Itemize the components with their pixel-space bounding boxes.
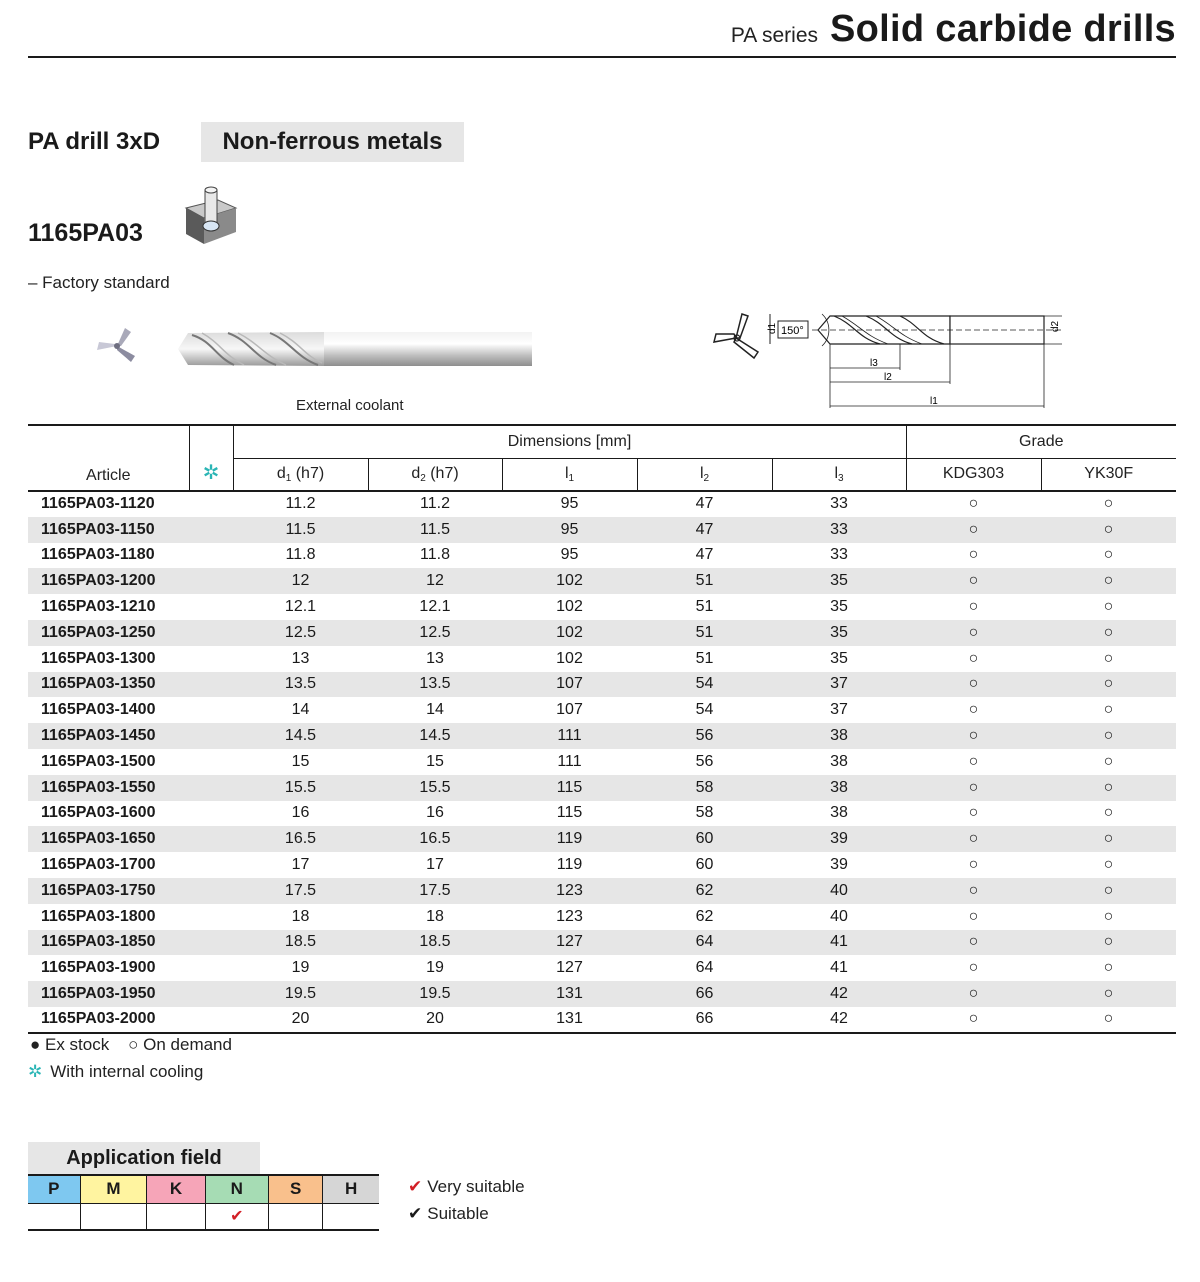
d2-cell: 18 [426,907,444,925]
l3-cell: 37 [772,672,906,698]
l2-cell: 54 [695,701,714,719]
material-group-n: N [205,1175,268,1203]
l3-cell: 37 [830,701,848,719]
cooling-cell [189,672,233,698]
internal-cooling-legend-icon: ✲ [28,1062,43,1081]
cooling-cell [189,543,233,569]
red-check-icon: ✔ [408,1177,423,1196]
d1-cell: 17.5 [233,878,368,904]
yk30f-cell: ○ [1041,723,1176,749]
material-group-s: S [268,1175,322,1203]
l1-cell: 127 [556,959,583,977]
table-row [28,723,1176,749]
l2-cell: 47 [637,517,772,543]
article-cell: 1165PA03-1850 [28,930,189,956]
very-suitable-legend: ✔ Very suitable [408,1177,525,1196]
yk30f-cell: ○ [1041,672,1176,698]
l1-cell: 107 [502,672,637,698]
article-cell: 1165PA03-1500 [41,752,156,770]
l1-cell: 102 [502,568,637,594]
cooling-cell [189,620,233,646]
kdg303-cell: ○ [906,826,1041,852]
yk30f-cell: ○ [1041,620,1176,646]
coolant-caption: External coolant [296,397,404,414]
l3-cell: 38 [772,723,906,749]
material-group-h: H [323,1175,379,1203]
table-row [28,517,1176,543]
d2-cell: 18.5 [368,930,502,956]
l3-cell: 33 [772,517,906,543]
suitability-s [268,1203,322,1230]
table-row [28,749,1176,775]
suitable-legend: ✔ Suitable [408,1204,489,1223]
drill-photo [172,327,534,371]
l1-cell: 102 [502,620,637,646]
yk30f-cell: ○ [1041,775,1176,801]
cooling-cell [189,930,233,956]
l3-cell: 40 [772,878,906,904]
cooling-cell [189,904,233,930]
d2-cell: 12.5 [368,620,502,646]
l3-cell: 35 [830,598,848,616]
yk30f-cell: ○ [1103,959,1114,977]
suitability-p [28,1203,80,1230]
col-d2: $d_2$ (h7) [368,458,502,491]
d1-cell: 15.5 [233,775,368,801]
kdg303-cell: ○ [906,672,1041,698]
col-article: Article [28,425,189,491]
product-name: PA drill 3xD [28,128,161,155]
table-row [28,775,1176,801]
l2-cell: 64 [695,959,714,977]
col-l2: $l_2$ [637,458,772,491]
table-row [28,646,1176,672]
l3-cell: 41 [830,959,848,977]
d1-label: d1 [767,322,778,334]
yk30f-cell: ○ [1103,701,1114,719]
l2-cell: 47 [695,495,714,513]
l2-cell: 54 [637,672,772,698]
l3-cell: 35 [830,649,848,667]
l2-cell: 51 [695,598,714,616]
table-row [28,801,1176,827]
application-field-table [28,1174,379,1231]
suitability-n: ✔ [205,1203,268,1230]
l1-cell: 111 [502,723,637,749]
l2-cell: 51 [637,620,772,646]
through-hole-icon [184,186,238,246]
angle-label: 150° [781,325,804,337]
d1-cell: 12 [233,568,368,594]
cooling-cell [189,568,233,594]
article-cell: 1165PA03-1450 [28,723,189,749]
yk30f-cell: ○ [1103,907,1114,925]
d1-cell: 17 [291,856,310,874]
cooling-cell [189,723,233,749]
d1-cell: 12.5 [233,620,368,646]
d1-cell: 12.1 [284,598,317,616]
suitability-m [80,1203,147,1230]
cooling-legend [28,1062,203,1082]
yk30f-cell: ○ [1103,598,1114,616]
material-group-m: M [80,1175,147,1203]
l1-cell: 95 [560,546,579,564]
l1-cell: 131 [502,1007,637,1033]
drill-dimension-drawing [762,304,1068,412]
l3-cell: 35 [772,620,906,646]
l3-cell: 38 [830,752,848,770]
cooling-cell [189,981,233,1007]
page-title: Solid carbide drills [830,8,1176,50]
l3-cell: 42 [772,1007,906,1033]
cooling-cell [189,749,233,775]
l1-cell: 107 [556,701,583,719]
cooling-cell [189,517,233,543]
d1-cell: 16.5 [233,826,368,852]
table-row [28,672,1176,698]
black-check-icon: ✔ [408,1204,423,1223]
yk30f-cell: ○ [1041,930,1176,956]
col-l1: $l_1$ [502,458,637,491]
kdg303-cell: ○ [906,1007,1041,1033]
l2-cell: 58 [695,804,714,822]
material-group-row [28,1175,379,1203]
cooling-cell [189,697,233,723]
d2-cell: 20 [368,1007,502,1033]
article-cell: 1165PA03-1550 [28,775,189,801]
d1-cell: 19 [291,959,310,977]
kdg303-cell: ○ [906,620,1041,646]
article-cell: 1165PA03-1700 [41,856,156,874]
l2-cell: 51 [695,649,714,667]
kdg303-cell: ○ [906,930,1041,956]
d1-cell: 11.5 [233,517,368,543]
d1-cell: 14 [291,701,310,719]
yk30f-cell: ○ [1041,1007,1176,1033]
kdg303-cell: ○ [968,752,979,770]
l3-cell: 42 [772,981,906,1007]
kdg303-cell: ○ [968,546,979,564]
l1-cell: 102 [556,598,583,616]
kdg303-cell: ○ [906,517,1041,543]
article-cell: 1165PA03-1950 [28,981,189,1007]
d2-cell: 14.5 [368,723,502,749]
article-cell: 1165PA03-1350 [28,672,189,698]
table-row [28,620,1176,646]
d1-cell: 18.5 [233,930,368,956]
cooling-legend-text: With internal cooling [50,1062,204,1081]
kdg303-cell: ○ [968,495,979,513]
d2-cell: 13.5 [368,672,502,698]
article-cell: 1165PA03-1200 [28,568,189,594]
yk30f-cell: ○ [1103,649,1114,667]
d1-cell: 15 [291,752,310,770]
cooling-cell [189,955,233,981]
kdg303-cell: ○ [906,723,1041,749]
table-row [28,543,1176,569]
l2-cell: 62 [695,907,714,925]
l2-cell: 56 [637,723,772,749]
table-row [28,904,1176,930]
yk30f-cell: ○ [1041,981,1176,1007]
l3-cell: 38 [830,804,848,822]
l2-cell: 47 [695,546,714,564]
d2-cell: 15.5 [368,775,502,801]
d2-cell: 19 [426,959,444,977]
internal-cooling-icon: ✲ [189,425,233,491]
kdg303-cell: ○ [968,701,979,719]
on-demand-legend: ○ On demand [128,1035,232,1054]
l2-label: l2 [884,372,892,383]
d1-cell: 13.5 [233,672,368,698]
kdg303-cell: ○ [968,907,979,925]
d1-cell: 16 [291,804,310,822]
ex-stock-legend: ● Ex stock [30,1035,110,1054]
group-dimensions: Dimensions [mm] [233,425,906,458]
l3-cell: 35 [772,568,906,594]
suitability-k [147,1203,205,1230]
l2-cell: 66 [637,981,772,1007]
yk30f-cell: ○ [1103,856,1114,874]
l3-cell: 33 [830,546,848,564]
d2-cell: 14 [426,701,444,719]
article-cell: 1165PA03-1250 [28,620,189,646]
yk30f-cell: ○ [1103,804,1114,822]
l3-cell: 39 [830,856,848,874]
d1-cell: 13 [291,649,310,667]
spec-table [28,424,1176,1034]
l1-label: l1 [930,396,938,407]
article-cell: 1165PA03-1600 [41,804,156,822]
article-cell: 1165PA03-1900 [41,959,156,977]
l1-cell: 123 [502,878,637,904]
table-row [28,594,1176,620]
d2-cell: 11.2 [420,495,450,513]
drill-face-drawing-icon [712,312,762,362]
d2-cell: 16.5 [368,826,502,852]
d2-cell: 11.8 [420,546,450,564]
l1-cell: 95 [502,517,637,543]
d1-cell: 20 [233,1007,368,1033]
stock-legend [30,1035,232,1055]
table-row [28,491,1176,517]
d1-cell: 18 [291,907,310,925]
yk30f-cell: ○ [1103,495,1114,513]
factory-standard-note: – Factory standard [28,273,170,292]
material-group-p: P [28,1175,80,1203]
product-code: 1165PA03 [28,219,143,247]
cooling-cell [189,775,233,801]
table-row [28,878,1176,904]
l2-cell: 51 [637,568,772,594]
table-row [28,826,1176,852]
l1-cell: 131 [502,981,637,1007]
d1-cell: 14.5 [233,723,368,749]
col-kdg303: KDG303 [906,458,1041,491]
d2-cell: 17 [426,856,444,874]
col-yk30f: YK30F [1041,458,1176,491]
suitability-row [28,1203,379,1230]
l2-cell: 60 [637,826,772,852]
cooling-cell [189,1007,233,1033]
l1-cell: 119 [502,826,637,852]
d2-cell: 19.5 [368,981,502,1007]
d1-cell: 19.5 [233,981,368,1007]
kdg303-cell: ○ [968,598,979,616]
page-header [28,0,1176,58]
kdg303-cell: ○ [968,804,979,822]
cooling-cell [189,491,233,517]
l2-cell: 64 [637,930,772,956]
series-label: PA series [730,24,818,47]
l3-cell: 40 [830,907,848,925]
cooling-cell [189,594,233,620]
yk30f-cell: ○ [1041,568,1176,594]
article-cell: 1165PA03-1150 [28,517,189,543]
application-field-title: Application field [28,1142,260,1174]
col-l3: $l_3$ [772,458,906,491]
l1-cell: 111 [557,752,582,770]
d2-cell: 11.5 [368,517,502,543]
yk30f-cell: ○ [1041,826,1176,852]
kdg303-cell: ○ [968,649,979,667]
l1-cell: 127 [502,930,637,956]
table-row [28,930,1176,956]
l3-cell: 33 [830,495,848,513]
suitability-h [323,1203,379,1230]
kdg303-cell: ○ [906,568,1041,594]
d1-cell: 11.2 [285,495,316,513]
table-row [28,852,1176,878]
kdg303-cell: ○ [906,878,1041,904]
article-cell: 1165PA03-1400 [41,701,156,719]
yk30f-cell: ○ [1103,546,1114,564]
d2-cell: 16 [426,804,444,822]
article-cell: 1165PA03-1650 [28,826,189,852]
article-cell: 1165PA03-1120 [41,495,155,513]
kdg303-cell: ○ [968,856,979,874]
l2-cell: 56 [695,752,714,770]
yk30f-cell: ○ [1103,752,1114,770]
cooling-cell [189,826,233,852]
d2-cell: 12 [368,568,502,594]
article-cell: 1165PA03-1750 [28,878,189,904]
article-cell: 1165PA03-1300 [41,649,156,667]
l1-cell: 115 [502,775,637,801]
l1-cell: 95 [560,495,579,513]
d2-cell: 13 [426,649,444,667]
l2-cell: 58 [637,775,772,801]
article-cell: 1165PA03-2000 [28,1007,189,1033]
d1-cell: 11.8 [285,546,316,564]
cooling-cell [189,852,233,878]
l1-cell: 119 [556,856,583,874]
l3-cell: 39 [772,826,906,852]
material-group-k: K [147,1175,205,1203]
l2-cell: 60 [695,856,714,874]
drill-tip-view-icon [95,326,139,366]
d2-cell: 12.1 [419,598,451,616]
l2-cell: 62 [637,878,772,904]
d2-cell: 15 [426,752,444,770]
l3-cell: 41 [772,930,906,956]
article-cell: 1165PA03-1180 [41,546,155,564]
d2-label: d2 [1050,320,1061,332]
article-cell: 1165PA03-1800 [41,907,156,925]
cooling-cell [189,801,233,827]
group-grade: Grade [906,425,1176,458]
table-row [28,955,1176,981]
yk30f-cell: ○ [1041,878,1176,904]
table-row [28,697,1176,723]
yk30f-cell: ○ [1041,517,1176,543]
l1-cell: 123 [556,907,583,925]
l1-cell: 102 [556,649,583,667]
table-row [28,1007,1176,1033]
col-d1: $d_1$ (h7) [233,458,368,491]
article-cell: 1165PA03-1210 [41,598,156,616]
material-tag: Non-ferrous metals [201,122,464,162]
l3-cell: 38 [772,775,906,801]
cooling-cell [189,878,233,904]
kdg303-cell: ○ [906,775,1041,801]
table-row [28,981,1176,1007]
l1-cell: 115 [556,804,583,822]
kdg303-cell: ○ [906,981,1041,1007]
l3-label: l3 [870,358,878,369]
table-row [28,568,1176,594]
cooling-cell [189,646,233,672]
kdg303-cell: ○ [968,959,979,977]
d2-cell: 17.5 [368,878,502,904]
l2-cell: 66 [637,1007,772,1033]
